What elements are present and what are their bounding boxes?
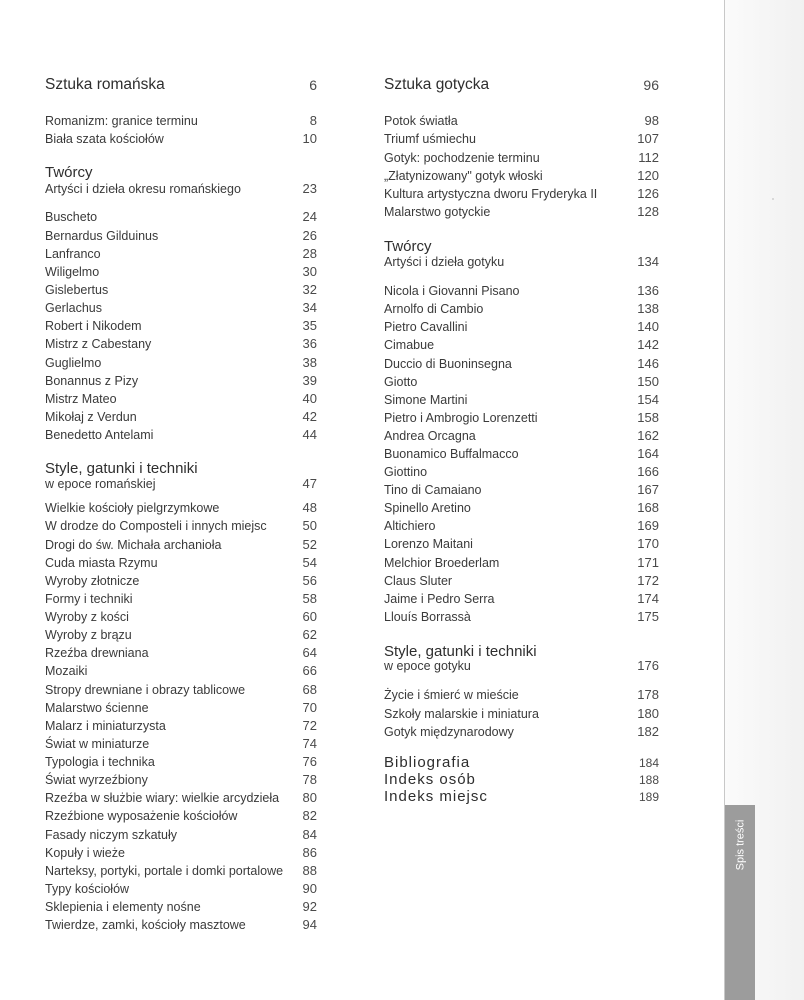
toc-entry <box>45 554 317 572</box>
toc-entry-page: 169 <box>637 518 659 533</box>
toc-entry <box>384 535 659 553</box>
toc-entry-title: Melchior Broederlam <box>384 556 500 570</box>
toc-entry-title: Cuda miasta Rzymu <box>45 556 158 570</box>
section-tab <box>725 805 755 1000</box>
toc-entry <box>384 657 659 675</box>
toc-entry <box>45 317 317 335</box>
toc-entry-page: 94 <box>302 917 317 932</box>
toc-entry <box>45 130 317 148</box>
toc-entry <box>384 355 659 373</box>
toc-entry-page: 178 <box>637 687 659 702</box>
toc-entry-page: 150 <box>637 374 659 389</box>
toc-entry <box>45 208 317 226</box>
toc-entry-title: Artyści i dzieła gotyku <box>384 255 505 269</box>
toc-entry-page: 64 <box>302 645 317 660</box>
toc-entry-title: Giottino <box>384 465 428 479</box>
toc-entry-page: 180 <box>637 706 659 721</box>
toc-entry <box>45 299 317 317</box>
toc-entry <box>45 699 317 717</box>
toc-entry <box>384 445 659 463</box>
toc-entry-title: Malarz i miniaturzysta <box>45 719 166 733</box>
toc-entry <box>384 300 659 318</box>
toc-entry-page: 62 <box>302 627 317 642</box>
toc-entry-title: Jaime i Pedro Serra <box>384 592 495 606</box>
toc-entry-page: 28 <box>302 246 317 261</box>
toc-entry-title: Potok światła <box>384 114 458 128</box>
toc-entry-title: Świat w miniaturze <box>45 737 150 751</box>
toc-entry-title: Benedetto Antelami <box>45 428 154 442</box>
toc-entry-page: 58 <box>302 591 317 606</box>
toc-entry-title: Wyroby złotnicze <box>45 574 140 588</box>
toc-entry-title: Pietro Cavallini <box>384 320 468 334</box>
toc-entry <box>45 372 317 390</box>
toc-entry <box>45 771 317 789</box>
toc-entry-page: 120 <box>637 168 659 183</box>
toc-entry <box>45 662 317 680</box>
toc-entry-title: Rzeźbione wyposażenie kościołów <box>45 809 238 823</box>
toc-entry <box>45 590 317 608</box>
toc-entry-title: Bibliografia <box>384 754 471 771</box>
toc-entry <box>45 644 317 662</box>
toc-entry-page: 90 <box>302 881 317 896</box>
toc-entry-page: 142 <box>637 337 659 352</box>
toc-entry-title: Drogi do św. Michała archanioła <box>45 538 222 552</box>
toc-entry <box>384 336 659 354</box>
toc-entry <box>384 481 659 499</box>
toc-entry-page: 126 <box>637 186 659 201</box>
toc-entry-page: 60 <box>302 609 317 624</box>
toc-entry-title: Pietro i Ambrogio Lorenzetti <box>384 411 538 425</box>
toc-entry-title: Rzeźba drewniana <box>45 646 149 660</box>
toc-entry-page: 56 <box>302 573 317 588</box>
toc-entry-title: Szkoły malarskie i miniatura <box>384 707 539 721</box>
toc-entry <box>384 409 659 427</box>
toc-entry-title: Bonannus z Pizy <box>45 374 139 388</box>
toc-entry-title: Stropy drewniane i obrazy tablicowe <box>45 683 246 697</box>
toc-entry-title: Duccio di Buoninsegna <box>384 357 512 371</box>
toc-entry <box>384 112 659 130</box>
toc-entry-page: 138 <box>637 301 659 316</box>
toc-entry-page: 54 <box>302 555 317 570</box>
toc-entry <box>45 408 317 426</box>
toc-entry-title: Simone Martini <box>384 393 468 407</box>
toc-entry-page: 162 <box>637 428 659 443</box>
toc-entry-page: 26 <box>302 228 317 243</box>
toc-entry <box>45 608 317 626</box>
toc-entry-page: 72 <box>302 718 317 733</box>
toc-entry-page: 158 <box>637 410 659 425</box>
toc-entry <box>45 76 317 94</box>
toc-entry-title: Robert i Nikodem <box>45 319 142 333</box>
toc-entry-title: Kopuły i wieże <box>45 846 125 860</box>
toc-entry-page: 164 <box>637 446 659 461</box>
toc-entry-page: 24 <box>302 209 317 224</box>
toc-entry-title: Buscheto <box>45 210 98 224</box>
toc-entry-page: 168 <box>637 500 659 515</box>
toc-entry <box>45 263 317 281</box>
toc-entry <box>45 517 317 535</box>
toc-entry-title: Życie i śmierć w mieście <box>384 688 519 702</box>
toc-entry <box>384 771 659 789</box>
toc-entry-title: Sklepienia i elementy nośne <box>45 900 201 914</box>
toc-entry-title: Style, gatunki i techniki <box>384 643 537 660</box>
toc-entry <box>384 499 659 517</box>
toc-entry <box>45 844 317 862</box>
toc-entry-title: Mistrz z Cabestany <box>45 337 152 351</box>
section-tab-label: Spis treści <box>734 819 746 871</box>
toc-entry <box>45 753 317 771</box>
toc-entry <box>45 807 317 825</box>
toc-entry <box>384 185 659 203</box>
toc-entry-page: 170 <box>637 536 659 551</box>
toc-entry-title: Llouís Borrassà <box>384 610 471 624</box>
toc-entry-title: Mistrz Mateo <box>45 392 117 406</box>
toc-entry-page: 92 <box>302 899 317 914</box>
toc-entry-page: 78 <box>302 772 317 787</box>
toc-entry-title: Wielkie kościoły pielgrzymkowe <box>45 501 220 515</box>
toc-entry-page: 38 <box>302 355 317 370</box>
toc-entry <box>45 717 317 735</box>
toc-entry-page: 74 <box>302 736 317 751</box>
toc-entry-page: 171 <box>637 555 659 570</box>
toc-entry-page: 176 <box>637 658 659 673</box>
toc-entry-page: 172 <box>637 573 659 588</box>
toc-entry-page: 66 <box>302 663 317 678</box>
toc-entry <box>384 705 659 723</box>
toc-entry-title: W drodze do Composteli i innych miejsc <box>45 519 267 533</box>
toc-entry-title: Claus Sluter <box>384 574 453 588</box>
toc-entry-title: Gotyk: pochodzenie terminu <box>384 151 540 165</box>
toc-entry-page: 35 <box>302 318 317 333</box>
toc-entry-page: 40 <box>302 391 317 406</box>
toc-entry-title: Nicola i Giovanni Pisano <box>384 284 520 298</box>
toc-entry-title: Twórcy <box>384 238 432 255</box>
toc-entry-title: Romanizm: granice terminu <box>45 114 198 128</box>
toc-entry <box>384 76 659 94</box>
toc-entry-page: 39 <box>302 373 317 388</box>
toc-entry <box>45 335 317 353</box>
toc-entry-page: 47 <box>302 476 317 491</box>
toc-entry <box>384 686 659 704</box>
toc-entry-title: Formy i techniki <box>45 592 133 606</box>
toc-entry-page: 112 <box>638 150 659 165</box>
toc-entry-page: 42 <box>302 409 317 424</box>
toc-entry-page: 175 <box>637 609 659 624</box>
toc-entry <box>384 517 659 535</box>
toc-entry-page: 88 <box>302 863 317 878</box>
toc-entry-title: Lorenzo Maitani <box>384 537 473 551</box>
toc-entry-title: Malarstwo ścienne <box>45 701 149 715</box>
toc-entry-title: „Złatynizowany" gotyk włoski <box>384 169 543 183</box>
toc-entry <box>384 754 659 772</box>
toc-entry <box>384 608 659 626</box>
toc-entry-title: Wyroby z brązu <box>45 628 132 642</box>
toc-entry <box>384 554 659 572</box>
toc-entry-page: 182 <box>637 724 659 739</box>
toc-entry <box>45 916 317 934</box>
toc-entry <box>45 536 317 554</box>
toc-entry-title: Spinello Aretino <box>384 501 471 515</box>
toc-entry-page: 86 <box>302 845 317 860</box>
toc-entry-page: 174 <box>637 591 659 606</box>
toc-entry <box>45 735 317 753</box>
toc-entry-title: w epoce romańskiej <box>45 477 156 491</box>
toc-entry-title: Wiligelmo <box>45 265 100 279</box>
toc-entry-title: Sztuka gotycka <box>384 76 490 93</box>
toc-entry-page: 146 <box>637 356 659 371</box>
toc-entry-title: Guglielmo <box>45 356 102 370</box>
toc-entry-page: 140 <box>637 319 659 334</box>
toc-entry <box>384 167 659 185</box>
toc-entry-page: 34 <box>302 300 317 315</box>
toc-entry-page: 6 <box>309 77 317 93</box>
toc-entry-page: 98 <box>644 113 659 128</box>
toc-entry <box>384 723 659 741</box>
toc-entry-title: Świat wyrzeźbiony <box>45 773 148 787</box>
toc-entry-title: Bernardus Gilduinus <box>45 229 159 243</box>
toc-entry <box>45 499 317 517</box>
toc-entry-page: 96 <box>643 77 659 93</box>
toc-entry <box>384 282 659 300</box>
toc-entry <box>45 390 317 408</box>
toc-entry-title: Sztuka romańska <box>45 76 165 93</box>
toc-entry-page: 68 <box>302 682 317 697</box>
toc-entry-page: 128 <box>637 204 659 219</box>
toc-entry-title: Gotyk międzynarodowy <box>384 725 514 739</box>
toc-entry-page: 48 <box>302 500 317 515</box>
toc-entry-page: 30 <box>302 264 317 279</box>
toc-entry-page: 167 <box>637 482 659 497</box>
toc-entry-page: 52 <box>302 537 317 552</box>
toc-entry-page: 134 <box>637 254 659 269</box>
toc-entry-title: w epoce gotyku <box>384 659 471 673</box>
toc-entry <box>384 318 659 336</box>
toc-entry-title: Gerlachus <box>45 301 102 315</box>
toc-entry <box>45 880 317 898</box>
toc-entry <box>45 898 317 916</box>
toc-entry-page: 166 <box>637 464 659 479</box>
toc-entry <box>384 253 659 271</box>
toc-entry-title: Indeks miejsc <box>384 788 488 805</box>
toc-entry-title: Narteksy, portyki, portale i domki portalowe <box>45 864 284 878</box>
toc-entry <box>45 475 317 493</box>
toc-entry-title: Buonamico Buffalmacco <box>384 447 519 461</box>
toc-entry-page: 136 <box>637 283 659 298</box>
toc-entry-title: Tino di Camaiano <box>384 483 482 497</box>
toc-entry-title: Typy kościołów <box>45 882 130 896</box>
toc-entry <box>384 149 659 167</box>
toc-entry-page: 10 <box>302 131 317 146</box>
toc-entry-page: 82 <box>302 808 317 823</box>
toc-entry <box>45 826 317 844</box>
toc-entry-title: Twierdze, zamki, kościoły masztowe <box>45 918 246 932</box>
toc-entry-page: 44 <box>302 427 317 442</box>
toc-entry-page: 32 <box>302 282 317 297</box>
toc-entry-page: 8 <box>309 113 317 128</box>
toc-entry-title: Cimabue <box>384 338 435 352</box>
toc-entry-title: Andrea Orcagna <box>384 429 476 443</box>
toc-entry <box>45 572 317 590</box>
toc-entry-title: Twórcy <box>45 164 93 181</box>
toc-entry-title: Arnolfo di Cambio <box>384 302 484 316</box>
toc-entry <box>384 788 659 806</box>
toc-entry-title: Indeks osób <box>384 771 476 788</box>
toc-entry-page: 80 <box>302 790 317 805</box>
toc-entry-title: Artyści i dzieła okresu romańskiego <box>45 182 241 196</box>
toc-entry <box>384 427 659 445</box>
toc-entry-title: Biała szata kościołów <box>45 132 164 146</box>
toc-entry-page: 84 <box>302 827 317 842</box>
toc-entry-page: 188 <box>638 773 659 787</box>
toc-entry-title: Giotto <box>384 375 418 389</box>
toc-entry-page: 50 <box>302 518 317 533</box>
toc-entry <box>45 681 317 699</box>
toc-entry-page: 107 <box>637 131 659 146</box>
toc-entry <box>45 626 317 644</box>
paper-speck <box>772 198 774 200</box>
toc-entry <box>45 426 317 444</box>
toc-entry-page: 70 <box>302 700 317 715</box>
toc-entry-page: 23 <box>302 181 317 196</box>
toc-entry <box>45 862 317 880</box>
toc-entry-page: 76 <box>302 754 317 769</box>
toc-entry <box>45 245 317 263</box>
toc-entry-title: Mikołaj z Verdun <box>45 410 137 424</box>
toc-entry-title: Triumf uśmiechu <box>384 132 476 146</box>
toc-entry <box>45 180 317 198</box>
toc-entry-title: Mozaiki <box>45 664 88 678</box>
toc-entry <box>384 373 659 391</box>
toc-entry <box>45 354 317 372</box>
toc-entry-title: Altichiero <box>384 519 436 533</box>
toc-entry-title: Typologia i technika <box>45 755 155 769</box>
toc-entry-title: Fasady niczym szkatuły <box>45 828 177 842</box>
toc-entry-title: Style, gatunki i techniki <box>45 460 198 477</box>
toc-entry <box>384 572 659 590</box>
toc-entry <box>45 227 317 245</box>
toc-entry-title: Malarstwo gotyckie <box>384 205 491 219</box>
toc-entry <box>384 463 659 481</box>
toc-entry <box>45 789 317 807</box>
toc-entry-title: Rzeźba w służbie wiary: wielkie arcydzieła <box>45 791 280 805</box>
toc-entry <box>45 112 317 130</box>
toc-entry <box>384 391 659 409</box>
section-tab-label-wrap <box>725 805 755 885</box>
toc-entry-title: Lanfranco <box>45 247 101 261</box>
toc-entry-title: Kultura artystyczna dworu Fryderyka II <box>384 187 598 201</box>
toc-entry <box>45 281 317 299</box>
toc-entry <box>384 130 659 148</box>
toc-entry-page: 189 <box>638 790 659 804</box>
toc-entry <box>384 590 659 608</box>
toc-entry-title: Wyroby z kości <box>45 610 129 624</box>
toc-entry <box>384 203 659 221</box>
toc-entry-page: 184 <box>638 756 659 770</box>
toc-entry-page: 154 <box>637 392 659 407</box>
toc-entry-page: 36 <box>302 336 317 351</box>
toc-entry-title: Gislebertus <box>45 283 109 297</box>
